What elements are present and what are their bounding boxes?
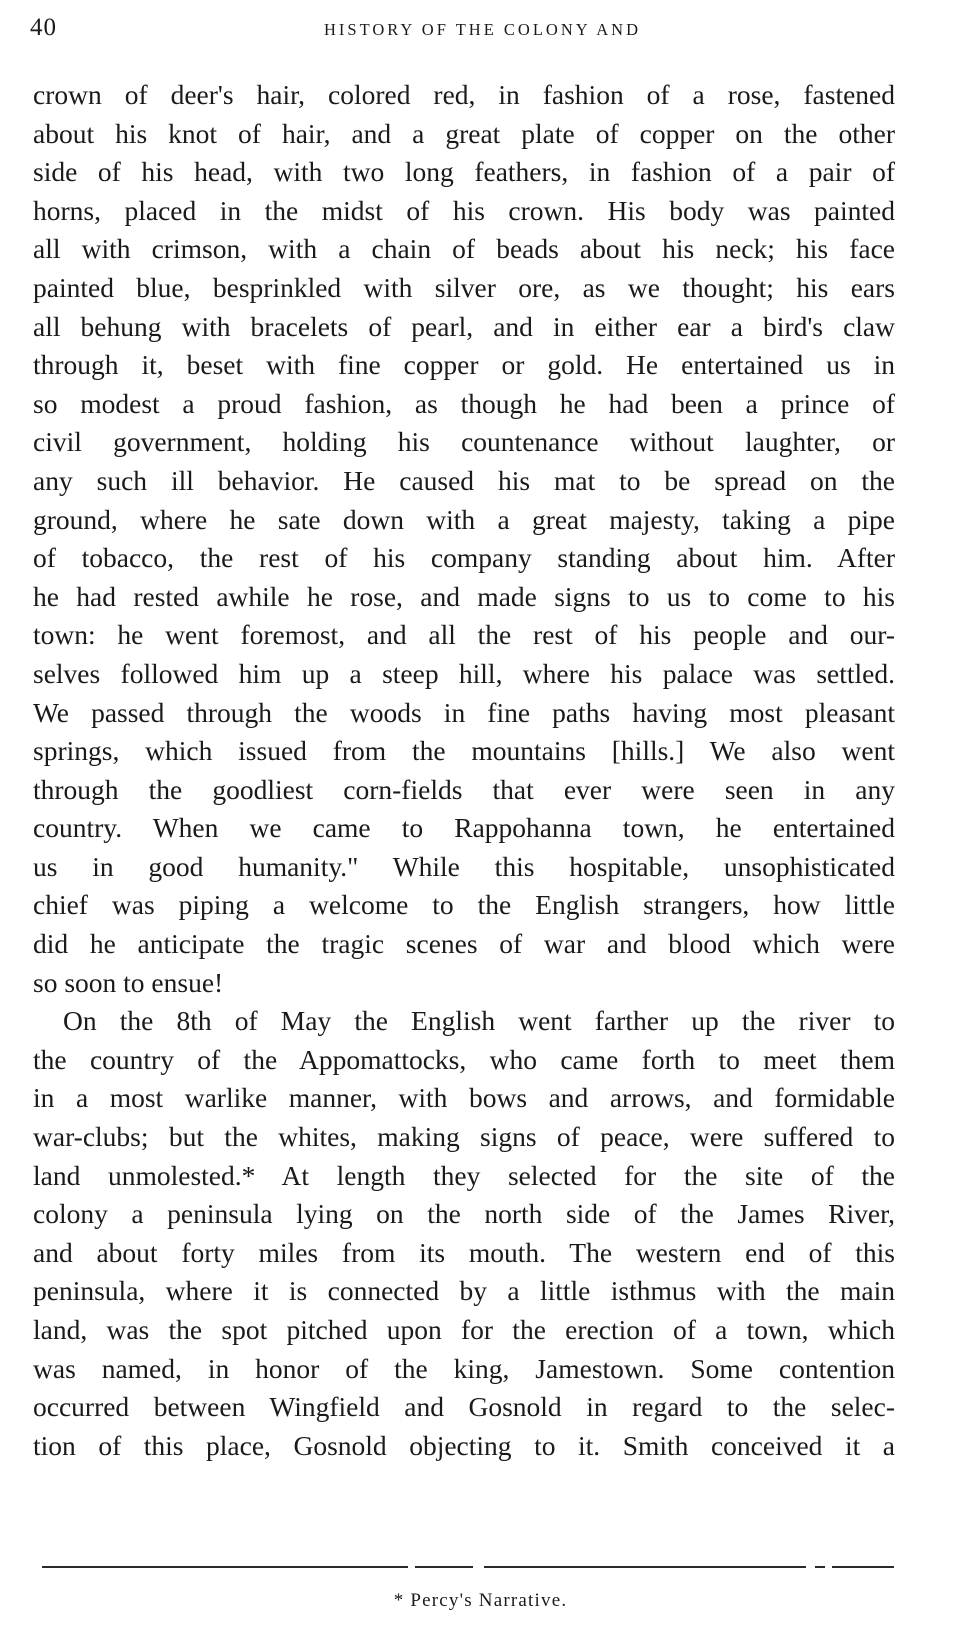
running-head: HISTORY OF THE COLONY AND: [323, 20, 642, 39]
text-line: through it, beset with fine copper or gold. He entertained us in: [33, 349, 895, 381]
text-line: town: he went foremost, and all the rest of his people and our-: [33, 619, 895, 651]
text-line: side of his head, with two long feathers, in fashion of a pair of: [33, 156, 895, 188]
text-line: in a most warlike manner, with bows and arrows, and formidable: [33, 1082, 895, 1114]
text-line: was named, in honor of the king, Jamestown. Some contention: [33, 1352, 895, 1384]
text-line: all with crimson, with a chain of beads about his neck; his face: [33, 233, 895, 265]
text-line: peninsula, where it is connected by a little isthmus with the main: [33, 1275, 895, 1307]
text-line: tion of this place, Gosnold objecting to it. Smith conceived it a: [33, 1429, 895, 1461]
text-line: the country of the Appomattocks, who came forth to meet them: [33, 1043, 895, 1075]
text-line: land, was the spot pitched upon for the erection of a town, which: [33, 1314, 895, 1345]
body-text: [33, 76, 895, 1465]
text-line: country. When we came to Rappohanna town, he entertained: [33, 812, 895, 844]
paragraph: [33, 76, 895, 1002]
footnote-rule: [42, 1566, 894, 1570]
page-number: 40: [30, 14, 57, 41]
text-line: and about forty miles from its mouth. The western end of this: [33, 1236, 895, 1268]
text-line: war-clubs; but the whites, making signs of peace, were suffered to: [33, 1121, 895, 1153]
text-line: ground, where he sate down with a great majesty, taking a pipe: [33, 503, 895, 535]
text-line: through the goodliest corn-fields that ever were seen in any: [33, 773, 895, 805]
text-line: horns, placed in the midst of his crown. His body was painted: [33, 194, 895, 226]
text-line: any such ill behavior. He caused his mat to be spread on the: [33, 464, 895, 496]
text-line: about his knot of hair, and a great plate of copper on the other: [33, 117, 895, 149]
text-line: land unmolested.* At length they selected for the site of the: [33, 1159, 895, 1191]
text-line: civil government, holding his countenance without laughter, or: [33, 426, 895, 458]
text-line: all behung with bracelets of pearl, and in either ear a bird's claw: [33, 310, 895, 342]
text-line: occurred between Wingfield and Gosnold in regard to the selec-: [33, 1391, 895, 1423]
paragraph: [33, 1002, 895, 1465]
text-line: of tobacco, the rest of his company standing about him. After: [33, 542, 895, 574]
text-line: he had rested awhile he rose, and made signs to us to come to his: [33, 580, 895, 612]
text-line: We passed through the woods in fine paths having most pleasant: [33, 696, 895, 728]
text-line: did he anticipate the tragic scenes of war and blood which were: [33, 928, 895, 960]
text-line: painted blue, besprinkled with silver ore, as we thought; his ears: [33, 271, 895, 303]
text-line: selves followed him up a steep hill, where his palace was settled.: [33, 657, 895, 689]
text-line: colony a peninsula lying on the north side of the James River,: [33, 1198, 895, 1230]
text-line: springs, which issued from the mountains [hills.] We also went: [33, 735, 895, 767]
text-line: so modest a proud fashion, as though he had been a prince of: [33, 387, 895, 419]
page-header: [30, 14, 935, 48]
footnote: * Percy's Narrative.: [393, 1590, 568, 1611]
text-line: crown of deer's hair, colored red, in fashion of a rose, fastened: [33, 79, 895, 110]
text-line: chief was piping a welcome to the English strangers, how little: [33, 889, 895, 921]
text-line: us in good humanity." While this hospitable, unsophisticated: [33, 850, 895, 882]
text-line: On the 8th of May the English went farther up the river to: [63, 1005, 895, 1037]
text-line: so soon to ensue!: [33, 966, 224, 998]
